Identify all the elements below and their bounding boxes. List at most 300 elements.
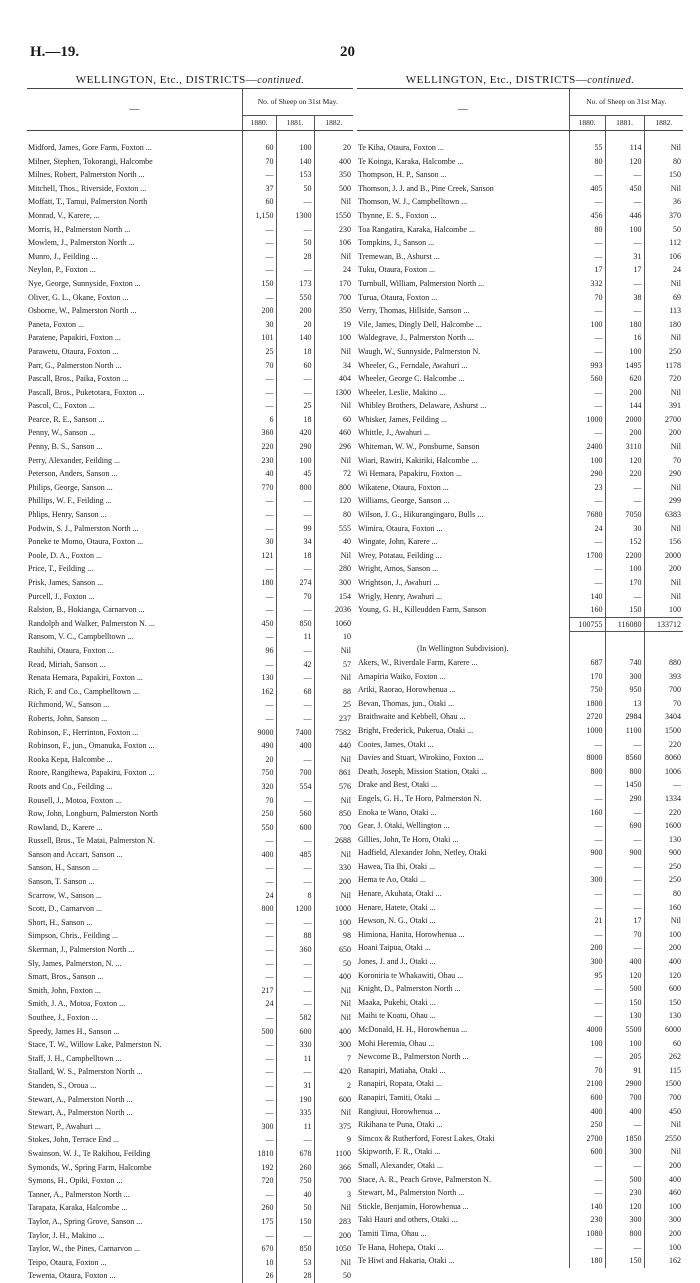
- table-row: [27, 739, 353, 753]
- table-row: [357, 1077, 683, 1091]
- table-row: [27, 454, 353, 468]
- owner-name: Teipo, Otaura, Foxton ...: [28, 1257, 107, 1267]
- sheep-1881: —: [276, 753, 314, 767]
- table-row: [357, 846, 683, 860]
- sheep-1880: 250: [569, 1118, 605, 1132]
- sheep-1882: 850: [314, 807, 353, 821]
- owner-name: Tamiti Tima, Ohau ...: [358, 1228, 427, 1238]
- totals-row: [357, 617, 683, 632]
- sheep-1880: 500: [242, 1025, 276, 1039]
- sheep-1880: —: [569, 426, 605, 440]
- sheep-1882: 262: [644, 1050, 683, 1064]
- owner-name: Stickle, Benjamin, Horowhenua ...: [358, 1201, 469, 1211]
- sheep-1882: 350: [314, 168, 353, 182]
- sheep-1881: 400: [605, 955, 644, 969]
- owner-name: Cootes, James, Otaki ...: [358, 739, 434, 749]
- sheep-1882: 200: [644, 1159, 683, 1173]
- table-row: [357, 399, 683, 413]
- sheep-1881: 450: [605, 182, 644, 196]
- owner-name: Poole, D. A., Foxton ...: [28, 550, 103, 560]
- sheep-1881: 152: [605, 535, 644, 549]
- sheep-1880: —: [569, 250, 605, 264]
- sheep-1880: —: [242, 916, 276, 930]
- sheep-1881: 17: [605, 263, 644, 277]
- sheep-1881: —: [605, 901, 644, 915]
- owner-name: Symonds, W., Spring Farm, Halcombe: [28, 1162, 152, 1172]
- sheep-1881: —: [605, 590, 644, 604]
- sheep-1881: 400: [605, 1105, 644, 1119]
- table-row: [27, 1161, 353, 1175]
- table-row: [357, 1200, 683, 1214]
- sheep-1880: 60: [242, 141, 276, 155]
- table-row: [357, 1186, 683, 1200]
- owner-name: Pascol, C., Foxton ...: [28, 401, 95, 411]
- owner-name: Pearce, R. E., Sanson ...: [28, 414, 105, 424]
- sheep-1880: —: [569, 996, 605, 1010]
- sheep-1880: 9000: [242, 726, 276, 740]
- sheep-1881: —: [276, 644, 314, 658]
- sheep-1882: —: [644, 778, 683, 792]
- sheep-1882: Nil: [644, 522, 683, 536]
- sheep-1881: 485: [276, 848, 314, 862]
- table-row: [27, 712, 353, 726]
- sheep-1881: 11: [276, 630, 314, 644]
- sheep-1881: 740: [605, 656, 644, 670]
- table-row: [357, 590, 683, 604]
- sheep-1882: 160: [644, 901, 683, 915]
- left-year-1881: 1881.: [276, 116, 314, 131]
- sheep-1881: 25: [276, 399, 314, 413]
- owner-name: Speedy, James H., Sanson ...: [28, 1026, 120, 1036]
- sheep-1880: 900: [569, 846, 605, 860]
- table-row: [357, 440, 683, 454]
- sheep-1880: —: [242, 263, 276, 277]
- sheep-1882: 130: [644, 833, 683, 847]
- table-row: [27, 304, 353, 318]
- sheep-1882: 162: [644, 1254, 683, 1268]
- right-title-text: WELLINGTON, Etc., DISTRICTS—: [405, 74, 588, 86]
- sheep-1882: 555: [314, 522, 353, 536]
- sheep-1881: 300: [605, 1213, 644, 1227]
- table-row: [27, 766, 353, 780]
- owner-name: Ranapiri, Ropata, Otaki ...: [358, 1079, 442, 1089]
- sheep-1881: 38: [605, 291, 644, 305]
- sheep-1882: 220: [644, 738, 683, 752]
- owner-name: Wingate, John, Karere ...: [358, 537, 438, 547]
- right-year-1880: 1880.: [569, 116, 605, 131]
- sheep-1881: 180: [605, 318, 644, 332]
- sheep-1882: 100: [314, 916, 353, 930]
- table-row: [27, 1052, 353, 1066]
- owner-name: Toa Rangatira, Karaka, Halcombe ...: [358, 224, 475, 234]
- owner-name: Wright, Amos, Sanson ...: [358, 564, 439, 574]
- owner-name: Mitchell, Thos., Riverside, Foxton ...: [28, 183, 147, 193]
- sheep-1880: 40: [242, 467, 276, 481]
- sheep-1881: 45: [276, 467, 314, 481]
- owner-name: Stewart, A., Palmerston North ...: [28, 1094, 133, 1104]
- table-row: [357, 1227, 683, 1241]
- sheep-1881: 950: [605, 683, 644, 697]
- sheep-1880: 140: [569, 1200, 605, 1214]
- sheep-1882: 70: [644, 697, 683, 711]
- table-row: [27, 440, 353, 454]
- owner-name: Engels, G. H., Te Horo, Palmerston N.: [358, 793, 482, 803]
- left-column-title: [27, 72, 353, 88]
- table-row: [357, 778, 683, 792]
- right-title-continued: continued.: [587, 75, 635, 86]
- owner-name: Thompson, H. P., Sanson ...: [358, 170, 447, 180]
- owner-name: Midford, James, Gore Farm, Foxton ...: [28, 143, 152, 152]
- table-row: [357, 1009, 683, 1023]
- table-row: [27, 875, 353, 889]
- owner-name: Turnbull, William, Palmerston North ...: [358, 278, 485, 288]
- sheep-1880: 360: [242, 426, 276, 440]
- total-1881: 116080: [605, 617, 644, 632]
- sheep-1881: 120: [605, 155, 644, 169]
- sheep-1881: 2200: [605, 549, 644, 563]
- sheep-1882: Nil: [314, 1011, 353, 1025]
- sheep-1882: 900: [644, 846, 683, 860]
- sheep-1882: 24: [314, 263, 353, 277]
- table-row: [357, 1173, 683, 1187]
- owner-name: Wheeler, George C. Halcombe ...: [358, 374, 465, 384]
- sheep-1880: 1800: [569, 697, 605, 711]
- sheep-1880: 160: [569, 603, 605, 617]
- sheep-1882: 880: [644, 656, 683, 670]
- sheep-1882: 100: [314, 331, 353, 345]
- sheep-1881: —: [276, 508, 314, 522]
- table-row: [357, 928, 683, 942]
- owner-name: Himiona, Hanita, Horowhenua ...: [358, 929, 465, 939]
- sheep-1880: —: [242, 1093, 276, 1107]
- owner-name: Wi Hemara, Papakiru, Foxton ...: [358, 469, 462, 479]
- sheep-1882: 80: [314, 508, 353, 522]
- sheep-1882: 200: [644, 426, 683, 440]
- sheep-1880: —: [569, 1009, 605, 1023]
- table-row: [357, 860, 683, 874]
- sheep-1881: —: [276, 834, 314, 848]
- sheep-1880: —: [242, 250, 276, 264]
- sheep-1882: Nil: [644, 576, 683, 590]
- sheep-1882: 19: [314, 318, 353, 332]
- sheep-1882: 1178: [644, 359, 683, 373]
- owner-name: Standen, S., Oroua ...: [28, 1080, 97, 1090]
- left-title-continued: continued.: [257, 75, 305, 86]
- sheep-1881: 560: [276, 807, 314, 821]
- sheep-1882: Nil: [314, 848, 353, 862]
- sheep-1882: 80: [644, 887, 683, 901]
- sheep-1880: 175: [242, 1215, 276, 1229]
- sheep-1882: 404: [314, 372, 353, 386]
- sheep-1882: 3404: [644, 710, 683, 724]
- owner-name: Milnes, Robert, Palmerston North ...: [28, 170, 145, 180]
- sheep-1880: —: [242, 223, 276, 237]
- sheep-1880: 250: [242, 807, 276, 821]
- sheep-1882: 400: [314, 155, 353, 169]
- sheep-1881: 50: [276, 236, 314, 250]
- owner-name: Sanson, H., Sanson ...: [28, 863, 99, 873]
- sheep-1881: —: [605, 277, 644, 291]
- sheep-1882: 230: [314, 223, 353, 237]
- sheep-1882: 200: [314, 875, 353, 889]
- sheep-1880: 217: [242, 984, 276, 998]
- sheep-1882: 106: [644, 250, 683, 264]
- sheep-1880: 30: [242, 318, 276, 332]
- sheep-1881: 850: [276, 617, 314, 631]
- sheep-1881: 7050: [605, 508, 644, 522]
- table-row: [357, 1105, 683, 1119]
- totals-label: [357, 617, 569, 632]
- table-row: [27, 644, 353, 658]
- owner-name: Tewenta, Otaura, Foxton ...: [28, 1271, 116, 1281]
- sheep-1882: Nil: [314, 1201, 353, 1215]
- sheep-1882: 2688: [314, 834, 353, 848]
- sheep-1882: 300: [314, 576, 353, 590]
- sheep-1882: Nil: [644, 481, 683, 495]
- owner-name: Hoani Taipua, Otaki ...: [358, 943, 431, 953]
- owner-name: Taki Hauri and others, Otaki ...: [358, 1215, 458, 1225]
- sheep-1881: —: [605, 833, 644, 847]
- sheep-1882: Nil: [314, 997, 353, 1011]
- sheep-1880: —: [569, 576, 605, 590]
- sheep-1881: 144: [605, 399, 644, 413]
- sheep-1882: 460: [644, 1186, 683, 1200]
- owner-name: Philips, George, Sanson ...: [28, 482, 113, 492]
- sheep-1882: 250: [644, 860, 683, 874]
- owner-name: Roberts, John, Sanson ...: [28, 713, 108, 723]
- table-row: [357, 562, 683, 576]
- sheep-1881: —: [276, 997, 314, 1011]
- table-row: [357, 535, 683, 549]
- sheep-1880: 7680: [569, 508, 605, 522]
- owner-name: Robinson, F., Herrinton, Foxton ...: [28, 727, 139, 737]
- left-column: [27, 72, 353, 1283]
- sheep-1880: —: [242, 1188, 276, 1202]
- owner-name: Phillips, W. F., Feilding ...: [28, 496, 112, 506]
- right-sheep-header: No. of Sheep on 31st May.: [569, 89, 683, 116]
- table-row: [357, 1091, 683, 1105]
- owner-name: Te Hiwi and Hakaria, Otaki ...: [358, 1256, 455, 1266]
- table-row: [27, 821, 353, 835]
- table-row: [357, 345, 683, 359]
- owner-name: Richmond, W., Sanson ...: [28, 700, 110, 710]
- sheep-1880: 200: [569, 941, 605, 955]
- owner-name: Whiteman, W. W., Ponsburne, Sanson: [358, 442, 480, 452]
- owner-name: Taylor, A., Spring Grove, Sanson ...: [28, 1216, 143, 1226]
- owner-name: Bright, Frederick, Pukerua, Otaki ...: [358, 725, 474, 735]
- sheep-1880: —: [569, 901, 605, 915]
- sheep-1880: —: [242, 834, 276, 848]
- sheep-1882: 450: [644, 1105, 683, 1119]
- owner-name: Paratene, Papakiri, Foxton ...: [28, 333, 121, 343]
- sheep-1881: —: [276, 794, 314, 808]
- owner-name: Morris, H., Palmerston North ...: [28, 224, 131, 234]
- sheep-1880: 1000: [569, 413, 605, 427]
- sheep-1880: —: [242, 603, 276, 617]
- sheep-1880: —: [569, 860, 605, 874]
- sheep-1882: 2550: [644, 1132, 683, 1146]
- owner-name: Te Hana, Hohepa, Otaki ...: [358, 1242, 444, 1252]
- sheep-1882: 100: [644, 1200, 683, 1214]
- sheep-1880: 320: [242, 780, 276, 794]
- table-row: [357, 982, 683, 996]
- sheep-1881: 678: [276, 1147, 314, 1161]
- sheep-1882: 600: [314, 1093, 353, 1107]
- table-row: [27, 590, 353, 604]
- table-row: [357, 494, 683, 508]
- sheep-1880: 130: [242, 671, 276, 685]
- owner-name: Newcome B., Palmerston North ...: [358, 1052, 469, 1062]
- sheep-1881: 554: [276, 780, 314, 794]
- owner-name: Rangiuui, Horowhenua ...: [358, 1106, 441, 1116]
- sheep-1881: 31: [605, 250, 644, 264]
- table-row: [357, 454, 683, 468]
- sheep-1881: 400: [276, 739, 314, 753]
- sheep-1881: —: [605, 860, 644, 874]
- owner-name: Milner, Stephen, Tokorangi, Halcombe: [28, 156, 153, 166]
- sheep-1881: 274: [276, 576, 314, 590]
- owner-name: Rich, F. and Co., Campbelltown ...: [28, 686, 139, 696]
- table-row: [357, 1050, 683, 1064]
- sheep-1880: 70: [569, 291, 605, 305]
- sheep-1880: 121: [242, 549, 276, 563]
- sheep-1881: 100: [605, 562, 644, 576]
- table-row: [27, 943, 353, 957]
- sheep-1882: 80: [644, 155, 683, 169]
- sheep-1882: 36: [644, 195, 683, 209]
- sheep-1882: Nil: [314, 250, 353, 264]
- sheep-1881: —: [276, 562, 314, 576]
- sheep-1882: 393: [644, 670, 683, 684]
- sheep-1880: —: [242, 658, 276, 672]
- table-row: [27, 671, 353, 685]
- table-row: [27, 753, 353, 767]
- sheep-1881: 42: [276, 658, 314, 672]
- sheep-1882: 113: [644, 304, 683, 318]
- sheep-1881: 91: [605, 1064, 644, 1078]
- sheep-1882: Nil: [314, 644, 353, 658]
- table-row: [357, 710, 683, 724]
- sheep-1882: 112: [644, 236, 683, 250]
- table-row: [27, 263, 353, 277]
- sheep-1881: 99: [276, 522, 314, 536]
- owner-name: Ranapiri, Matiaha, Otaki ...: [358, 1065, 446, 1075]
- sheep-1880: 180: [242, 576, 276, 590]
- sheep-1882: 290: [644, 467, 683, 481]
- sheep-1880: 1000: [569, 724, 605, 738]
- sheep-1882: 700: [644, 683, 683, 697]
- owner-name: Tuku, Otaura, Foxton ...: [358, 265, 436, 275]
- sheep-1880: 750: [242, 766, 276, 780]
- table-row: [27, 318, 353, 332]
- sheep-1882: 7582: [314, 726, 353, 740]
- sheep-1882: 34: [314, 359, 353, 373]
- owner-name: Whibley Brothers, Delaware, Ashurst ...: [358, 401, 487, 411]
- sheep-1881: 850: [276, 1242, 314, 1256]
- table-row: [357, 914, 683, 928]
- table-row: [27, 1229, 353, 1243]
- owner-name: Sanson and Accart, Sanson ...: [28, 849, 123, 859]
- sheep-1882: Nil: [314, 984, 353, 998]
- owner-name: Braithwaite and Kebbell, Ohau ...: [358, 712, 466, 722]
- sheep-1881: 120: [605, 969, 644, 983]
- owner-name: Wrightson, J., Awahuri ...: [358, 578, 440, 587]
- sheep-1880: 140: [569, 590, 605, 604]
- table-row: [27, 1201, 353, 1215]
- sheep-1881: —: [276, 1133, 314, 1147]
- table-row: [27, 331, 353, 345]
- sheep-1882: 800: [314, 481, 353, 495]
- page-number: 20: [340, 44, 355, 60]
- table-row: [357, 236, 683, 250]
- left-name-header: —: [27, 89, 242, 131]
- table-row: [357, 1132, 683, 1146]
- sheep-1880: —: [569, 304, 605, 318]
- owner-name: Wimira, Otaura, Foxton ...: [358, 523, 443, 533]
- sheep-1882: 283: [314, 1215, 353, 1229]
- sheep-1880: —: [569, 331, 605, 345]
- sheep-1880: —: [569, 928, 605, 942]
- sheep-1881: —: [605, 481, 644, 495]
- sheep-1881: —: [605, 304, 644, 318]
- sheep-1881: 50: [276, 182, 314, 196]
- owner-name: Parr, G., Palmerston North ...: [28, 360, 122, 370]
- table-row: [357, 603, 683, 617]
- sheep-1881: 130: [605, 1009, 644, 1023]
- sheep-1882: 500: [314, 182, 353, 196]
- owner-name: Smart, Bros., Sanson ...: [28, 972, 104, 982]
- sheep-1881: 70: [605, 928, 644, 942]
- sheep-1880: —: [242, 875, 276, 889]
- sheep-1882: 700: [314, 1174, 353, 1188]
- owner-name: Skipworth, F. R., Otaki ...: [358, 1147, 441, 1157]
- owner-name: Wheeler, G., Ferndale, Awahuri ...: [358, 360, 468, 370]
- sheep-1881: 230: [605, 1186, 644, 1200]
- sheep-1882: 1006: [644, 765, 683, 779]
- owner-name: Peterson, Anders, Sanson ...: [28, 469, 118, 479]
- table-row: [27, 848, 353, 862]
- table-row: [27, 916, 353, 930]
- owner-name: Small, Alexander, Otaki ...: [358, 1160, 443, 1170]
- sheep-1880: 100: [569, 454, 605, 468]
- sheep-1881: 18: [276, 345, 314, 359]
- sheep-1882: 200: [644, 941, 683, 955]
- sheep-1881: —: [276, 712, 314, 726]
- table-row: [27, 1025, 353, 1039]
- sheep-1882: 2036: [314, 603, 353, 617]
- table-row: [27, 1038, 353, 1052]
- table-row: [357, 195, 683, 209]
- owner-name: Thynne, E. S., Foxton ...: [358, 210, 437, 220]
- sheep-1881: 500: [605, 982, 644, 996]
- sheep-1882: 2000: [644, 549, 683, 563]
- sheep-1880: 300: [569, 873, 605, 887]
- table-row: [27, 834, 353, 848]
- sheep-1880: —: [569, 738, 605, 752]
- table-row: [27, 277, 353, 291]
- table-row: [357, 806, 683, 820]
- owner-name: Sly, James, Palmerston, N. ...: [28, 958, 122, 968]
- sheep-1880: 24: [569, 522, 605, 536]
- sheep-1881: 11: [276, 1120, 314, 1134]
- sheep-1882: 50: [314, 957, 353, 971]
- sheep-1882: 299: [644, 494, 683, 508]
- sheep-1881: 800: [605, 1227, 644, 1241]
- right-year-1882: 1882.: [644, 116, 683, 131]
- table-row: [27, 861, 353, 875]
- table-row: [27, 562, 353, 576]
- sheep-1882: Nil: [314, 794, 353, 808]
